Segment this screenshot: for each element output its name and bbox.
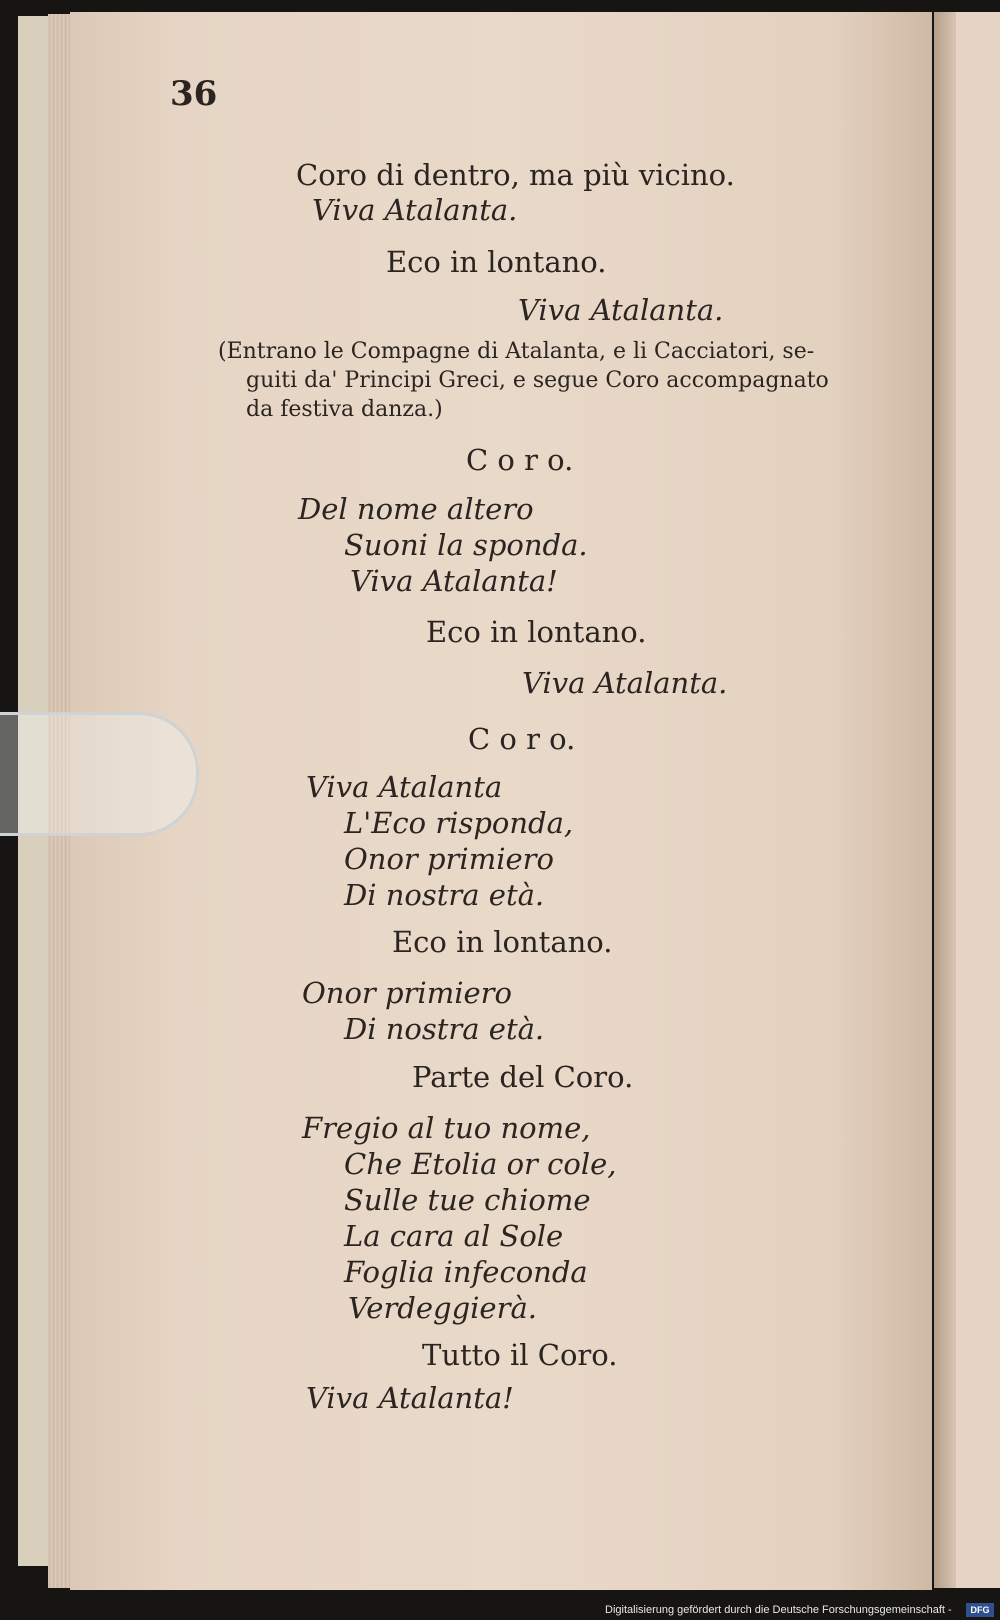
dfg-logo: DFG [966,1603,994,1617]
stage-direction-line: guiti da' Principi Greci, e segue Coro accompagnato [246,368,829,393]
verse-line: Che Etolia or cole, [344,1147,617,1181]
verse-line: Viva Atalanta [306,770,503,804]
verse-line: Sulle tue chiome [344,1183,591,1217]
heading-parte-del-coro: Parte del Coro. [412,1060,634,1094]
facing-page-edge [956,12,1000,1588]
heading-eco-in-lontano: Eco in lontano. [426,615,647,649]
verse-line: Suoni la sponda. [344,528,588,562]
verse-line: Di nostra età. [344,1012,545,1046]
verse-line: Viva Atalanta. [522,666,728,700]
heading-coro: C o r o. [466,443,574,477]
verse-line: Viva Atalanta! [350,564,558,598]
page-number: 36 [170,74,218,114]
verse-line: Del nome altero [298,492,534,526]
verse-line: Viva Atalanta. [312,193,518,227]
heading-eco-in-lontano: Eco in lontano. [392,925,613,959]
verse-line: La cara al Sole [344,1219,564,1253]
verse-line: L'Eco risponda, [344,806,574,840]
verse-line: Fregio al tuo nome, [302,1111,591,1145]
digitization-credit: Digitalisierung gefördert durch die Deutsche Forschungsgemeinschaft - [605,1604,952,1616]
heading-coro-di-dentro: Coro di dentro, ma più vicino. [296,158,735,192]
verse-line: Di nostra età. [344,878,545,912]
transparent-page-clip [0,712,199,836]
verse-line: Onor primiero [302,976,512,1010]
stage-direction-line: (Entrano le Compagne di Atalanta, e li Cacciatori, se- [218,339,815,364]
verse-line: Viva Atalanta. [518,293,724,327]
verse-line: Viva Atalanta! [306,1381,514,1415]
heading-coro: C o r o. [468,722,576,756]
heading-eco-in-lontano: Eco in lontano. [386,245,607,279]
verse-line: Foglia infeconda [344,1255,588,1289]
stage-direction-line: da festiva danza.) [246,397,443,422]
verse-line: Verdeggierà. [348,1291,537,1325]
verse-line: Onor primiero [344,842,554,876]
page-gutter [934,12,956,1588]
heading-tutto-il-coro: Tutto il Coro. [422,1338,618,1372]
